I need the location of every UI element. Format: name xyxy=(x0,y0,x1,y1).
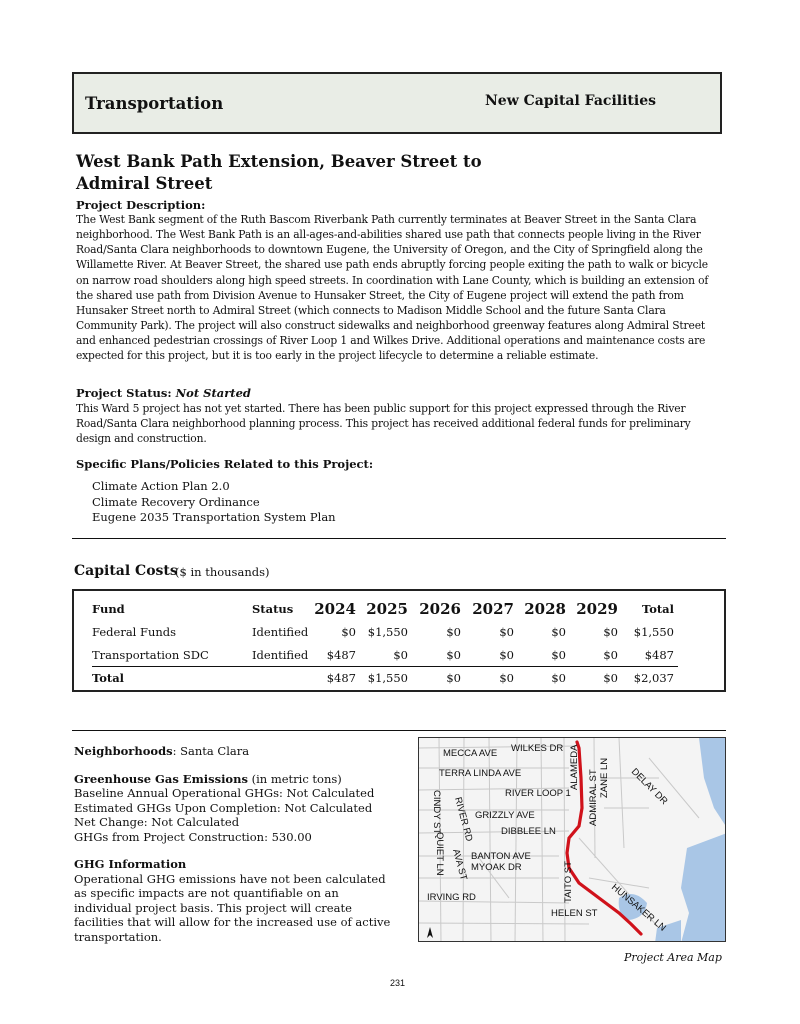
col-2028: 2028 xyxy=(524,599,566,618)
street-label: IRVING RD xyxy=(427,892,476,903)
table-header-row xyxy=(92,597,674,620)
ghg-info-text: Operational GHG emissions have not been calculated as specific impacts are not quantifiable on an individual project basis. This project will create facilities that will allow for the increased use of active transportation. xyxy=(74,871,391,944)
project-title xyxy=(76,151,496,195)
col-2027: 2027 xyxy=(472,599,514,618)
table-total-row: Total $487 $1,550 $0 $0 $0 $0 $2,037 xyxy=(92,670,674,685)
ghg-heading: Greenhouse Gas Emissions (in metric tons) xyxy=(74,771,342,786)
street-label: ADMIRAL ST xyxy=(588,769,599,826)
street-label: DELAY DR xyxy=(628,766,670,808)
project-title-line1: West Bank Path Extension, Beaver Street to xyxy=(76,152,482,171)
project-details xyxy=(74,744,394,944)
total-divider xyxy=(92,666,678,667)
table-row: Federal Funds Identified $0 $1,550 $0 $0 $0 $0 $1,550 xyxy=(92,624,674,639)
divider xyxy=(72,538,726,539)
col-2026: 2026 xyxy=(419,599,461,618)
capital-costs-table xyxy=(72,589,726,692)
col-status: Status xyxy=(252,601,294,616)
ghg-line: Estimated GHGs Upon Completion: Not Calculated xyxy=(74,800,373,815)
street-label: TERRA LINDA AVE xyxy=(439,768,522,779)
street-label: MYOAK DR xyxy=(471,862,522,873)
col-fund: Fund xyxy=(92,601,125,616)
project-area-map xyxy=(418,737,726,942)
street-label: AVA ST xyxy=(450,847,469,882)
status-heading: Project Status: Not Started xyxy=(76,386,251,400)
map-caption: Project Area Map xyxy=(624,951,722,964)
department-title: Transportation xyxy=(85,94,224,113)
plans-heading: Specific Plans/Policies Related to this Project: xyxy=(76,457,374,471)
plan-item: Eugene 2035 Transportation System Plan xyxy=(92,510,336,524)
neighborhoods-line: Neighborhoods: Santa Clara xyxy=(74,744,250,758)
street-label: GRIZZLY AVE xyxy=(475,810,535,821)
street-label: RIVER LOOP 1 xyxy=(505,788,571,799)
plans-list xyxy=(92,479,336,526)
street-label: CINDY ST xyxy=(431,790,442,835)
plan-item: Climate Action Plan 2.0 xyxy=(92,479,230,493)
ghg-line: Net Change: Not Calculated xyxy=(74,815,240,829)
street-label: RIVER RD xyxy=(452,795,475,843)
col-2029: 2029 xyxy=(576,599,618,618)
project-title-line2: Admiral Street xyxy=(76,174,213,193)
divider xyxy=(72,730,726,731)
street-label: WILKES DR xyxy=(511,743,564,754)
map-graphic xyxy=(419,738,726,942)
page-number: 231 xyxy=(390,978,406,988)
street-label: ALAMEDA xyxy=(569,744,580,790)
street-label: MECCA AVE xyxy=(443,748,498,759)
description-heading: Project Description: xyxy=(76,198,206,212)
street-label: BANTON AVE xyxy=(471,851,531,862)
ghg-line: GHGs from Project Construction: 530.00 xyxy=(74,829,312,844)
street-label: HELEN ST xyxy=(551,908,598,919)
street-label: QUIET LN xyxy=(434,832,445,876)
table-row: Transportation SDC Identified $487 $0 $0 $0 $0 $0 $487 xyxy=(92,647,674,662)
capital-costs-title: Capital Costs xyxy=(74,563,178,579)
street-label: TAITO ST xyxy=(563,861,574,903)
description-text: The West Bank segment of the Ruth Bascom Riverbank Path currently terminates at Beaver Street in the Santa Clara neighborhood. The West Bank Path is an all-ages-and-abilities shared use path that connects people living in the River Road/Santa Clara neighborhoods to downtown Eugene, the University of Oregon, and the City of Springfield along the Willamette River. At Beaver Street, the shared use path ends abruptly forcing people exiting the path to walk or bicycle on narrow road shoulders along high speed streets. In coordination with Lane County, which is building an extension of the shared use path from Division Avenue to Hunsaker Street, the City of Eugene project will extend the path from Hunsaker Street north to Admiral Street (which connects to Madison Middle School and the future Santa Clara Community Park). The project will also construct sidewalks and neighborhood greenway features along Admiral Street and enhanced pedestrian crossings of River Loop 1 and Wilkes Drive. Additional operations and maintenance costs are expected for this project, but it is too early in the project lifecycle to determine a reliable estimate. xyxy=(76,213,709,363)
street-label: ZANE LN xyxy=(599,757,610,798)
status-value: Not Started xyxy=(175,386,251,400)
col-total: Total xyxy=(641,601,674,616)
capital-costs-unit: ($ in thousands) xyxy=(175,565,270,579)
ghg-line: Baseline Annual Operational GHGs: Not Calculated xyxy=(74,786,375,800)
street-label: HUNSAKER LN xyxy=(609,881,668,934)
plan-item: Climate Recovery Ordinance xyxy=(92,494,260,509)
category-title: New Capital Facilities xyxy=(485,93,656,109)
section-header xyxy=(72,72,722,134)
col-2024: 2024 xyxy=(314,599,356,618)
status-text: This Ward 5 project has not yet started. There has been public support for this project expressed through the River Road/Santa Clara neighborhood planning process. This project has received additional federal funds for preliminary design and construction. xyxy=(76,402,691,446)
ghg-info-heading: GHG Information xyxy=(74,857,187,871)
col-2025: 2025 xyxy=(366,599,408,618)
street-label: DIBBLEE LN xyxy=(501,826,556,837)
